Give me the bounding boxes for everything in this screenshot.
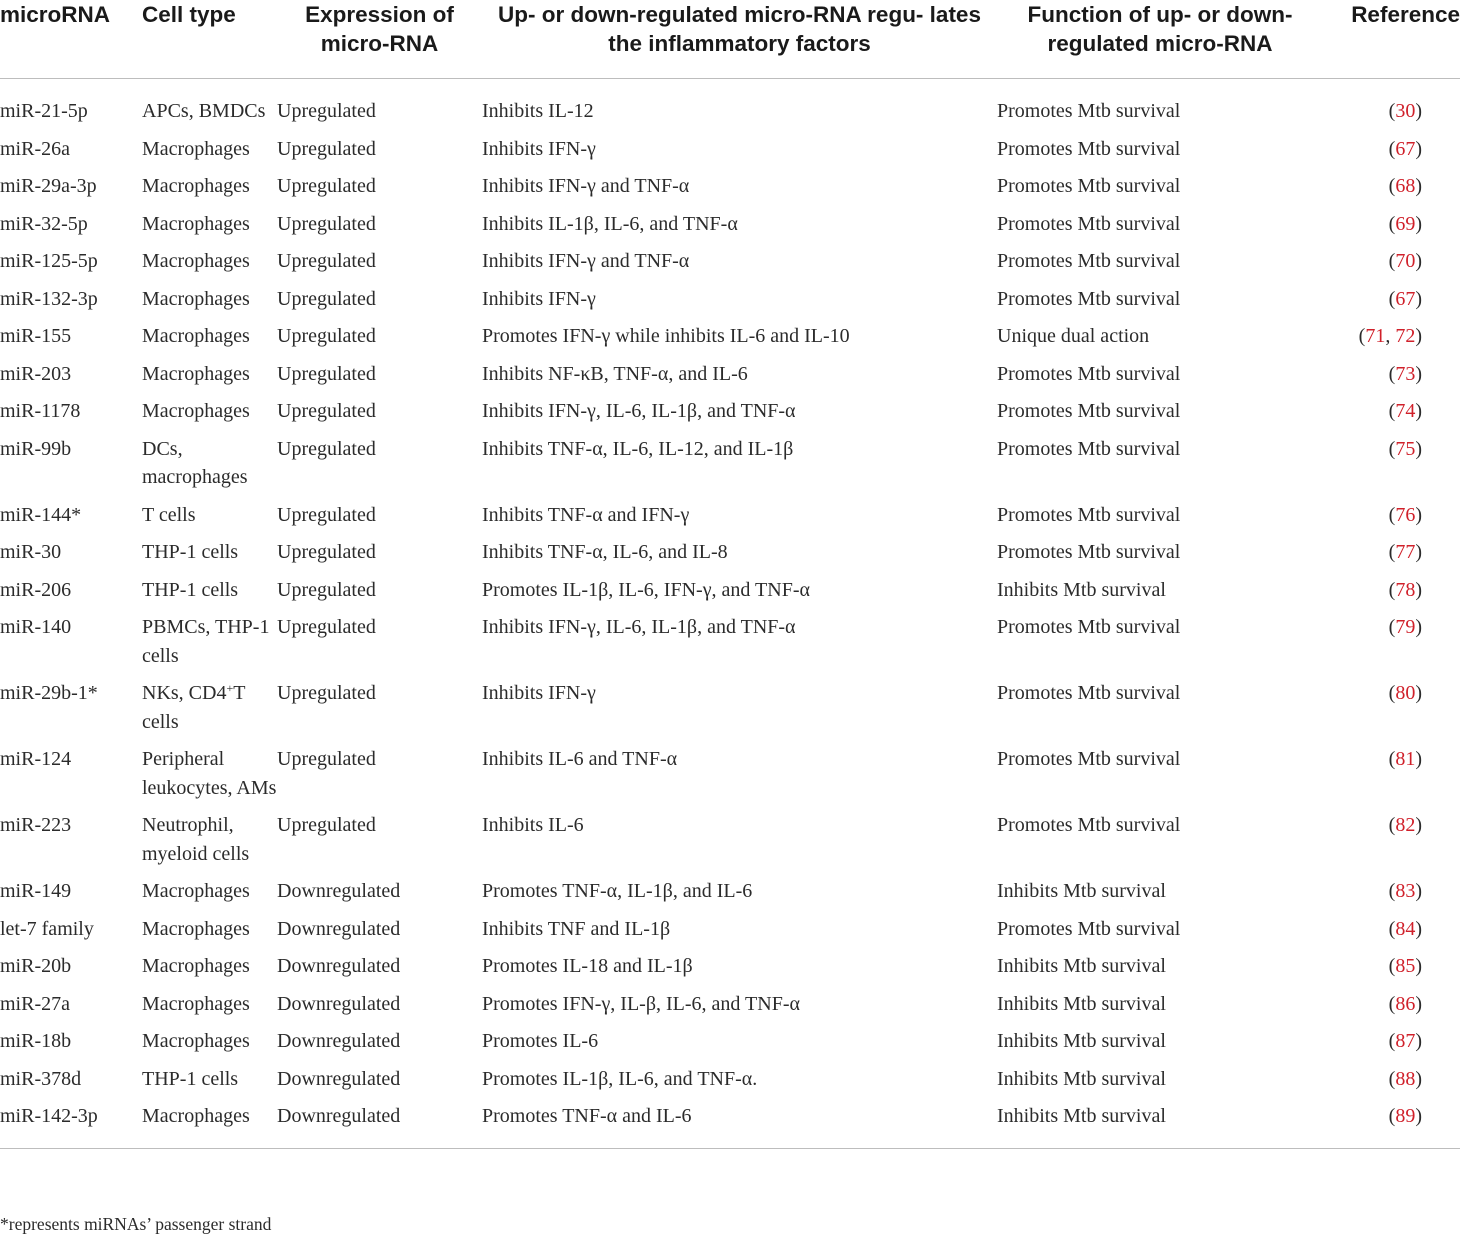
reference-open-paren: ( bbox=[1388, 503, 1396, 526]
reference-link[interactable]: 80 bbox=[1395, 682, 1416, 704]
cell-reference bbox=[1323, 576, 1460, 614]
cell-expression: Downregulated bbox=[277, 1030, 401, 1052]
cell-expression: Downregulated bbox=[277, 955, 401, 977]
table-row bbox=[0, 538, 1460, 576]
reference-link[interactable]: 67 bbox=[1395, 287, 1416, 310]
reference-link[interactable]: 69 bbox=[1395, 212, 1416, 235]
reference-link[interactable]: 87 bbox=[1395, 1030, 1416, 1052]
cell-expression: Upregulated bbox=[277, 400, 376, 422]
cell-cell-type: APCs, BMDCs bbox=[142, 100, 266, 122]
cell-expression: Upregulated bbox=[277, 578, 376, 601]
cell-microrna: miR-155 bbox=[0, 325, 72, 347]
reference-separator: , bbox=[1385, 325, 1396, 347]
table-row bbox=[0, 397, 1460, 435]
cell-regulation: Promotes IL-1β, IL-6, IFN-γ, and TNF-α bbox=[482, 578, 810, 601]
reference-link[interactable]: 81 bbox=[1395, 748, 1416, 770]
table-row bbox=[0, 679, 1460, 745]
reference-link[interactable]: 30 bbox=[1395, 100, 1416, 122]
reference-close-paren: ) bbox=[1415, 212, 1422, 235]
cell-reference bbox=[1323, 322, 1460, 360]
reference-open-paren: ( bbox=[1388, 212, 1396, 235]
header-row bbox=[0, 0, 1460, 79]
cell-microrna: miR-124 bbox=[0, 748, 72, 770]
cell-function: Promotes Mtb survival bbox=[997, 287, 1181, 310]
cell-reference bbox=[1323, 877, 1460, 915]
cell-function: Inhibits Mtb survival bbox=[997, 1067, 1166, 1090]
table-body bbox=[0, 79, 1460, 1149]
cell-regulation: Inhibits IFN-γ, IL-6, IL-1β, and TNF-α bbox=[482, 616, 796, 638]
reference-close-paren: ) bbox=[1415, 437, 1422, 460]
cell-reference bbox=[1323, 538, 1460, 576]
reference-link[interactable]: 74 bbox=[1395, 400, 1416, 422]
reference-link[interactable]: 76 bbox=[1395, 503, 1416, 526]
cell-microrna: miR-378d bbox=[0, 1067, 82, 1090]
cell-microrna: miR-27a bbox=[0, 992, 70, 1015]
reference-link[interactable]: 68 bbox=[1395, 175, 1416, 197]
table-row bbox=[0, 172, 1460, 210]
reference-open-paren: ( bbox=[1388, 287, 1396, 310]
cell-microrna: miR-29b-1* bbox=[0, 682, 98, 704]
cell-microrna: let-7 family bbox=[0, 917, 94, 940]
cell-cell-type: Macrophages bbox=[142, 287, 250, 310]
cell-cell-type: Macrophages bbox=[142, 1030, 250, 1052]
cell-regulation: Promotes TNF-α, IL-1β, and IL-6 bbox=[482, 880, 753, 902]
cell-reference bbox=[1323, 915, 1460, 953]
cell-cell-type: Macrophages bbox=[142, 955, 250, 977]
cell-expression: Downregulated bbox=[277, 1067, 401, 1090]
table-row bbox=[0, 877, 1460, 915]
cell-regulation: Inhibits IFN-γ and TNF-α bbox=[482, 250, 690, 272]
cell-cell-type: THP-1 cells bbox=[142, 578, 239, 601]
reference-open-paren: ( bbox=[1388, 578, 1396, 601]
cell-function: Promotes Mtb survival bbox=[997, 541, 1181, 563]
cell-microrna: miR-144* bbox=[0, 503, 82, 526]
cell-regulation: Inhibits TNF-α, IL-6, and IL-8 bbox=[482, 541, 728, 563]
header-expression: Expression of micro-RNA bbox=[277, 0, 482, 79]
reference-link[interactable]: 82 bbox=[1395, 814, 1416, 836]
reference-link[interactable]: 83 bbox=[1395, 880, 1416, 902]
cell-expression: Upregulated bbox=[277, 100, 376, 122]
cell-microrna: miR-20b bbox=[0, 955, 72, 977]
reference-close-paren: ) bbox=[1415, 1105, 1422, 1127]
cell-cell-type: Macrophages bbox=[142, 917, 250, 940]
cell-regulation: Promotes IL-1β, IL-6, and TNF-α. bbox=[482, 1067, 758, 1090]
table-footnote: *represents miRNAs’ passenger strand bbox=[0, 1214, 272, 1234]
reference-link[interactable]: 85 bbox=[1395, 955, 1416, 977]
cell-reference bbox=[1323, 679, 1460, 745]
cell-microrna: miR-21-5p bbox=[0, 100, 88, 122]
cell-cell-type: Macrophages bbox=[142, 325, 250, 347]
cell-regulation: Inhibits IFN-γ bbox=[482, 682, 596, 704]
table-row bbox=[0, 501, 1460, 539]
cell-reference bbox=[1323, 1102, 1460, 1148]
cell-regulation: Inhibits TNF and IL-1β bbox=[482, 917, 671, 940]
cell-cell-type: Macrophages bbox=[142, 880, 250, 902]
reference-close-paren: ) bbox=[1415, 814, 1422, 836]
header-regulation: Up- or down-regulated micro-RNA regu- lates the inflammatory factors bbox=[482, 0, 997, 79]
cell-reference bbox=[1323, 397, 1460, 435]
reference-open-paren: ( bbox=[1388, 100, 1396, 122]
reference-close-paren: ) bbox=[1415, 137, 1422, 160]
table-row bbox=[0, 811, 1460, 877]
cell-cell-type: Peripheral leukocytes, AMs bbox=[142, 748, 277, 799]
cell-microrna: miR-125-5p bbox=[0, 250, 98, 272]
cell-expression: Downregulated bbox=[277, 917, 401, 940]
cell-reference bbox=[1323, 501, 1460, 539]
cell-function: Promotes Mtb survival bbox=[997, 814, 1181, 836]
cell-reference bbox=[1323, 135, 1460, 173]
cell-microrna: miR-26a bbox=[0, 137, 70, 160]
reference-link[interactable]: 71 bbox=[1365, 325, 1386, 347]
table-row bbox=[0, 990, 1460, 1028]
cell-type-superscript: + bbox=[226, 681, 234, 695]
cell-cell-type bbox=[142, 679, 277, 745]
cell-reference bbox=[1323, 247, 1460, 285]
table-row bbox=[0, 435, 1460, 501]
reference-close-paren: ) bbox=[1415, 917, 1422, 940]
cell-reference bbox=[1323, 745, 1460, 811]
cell-regulation: Inhibits IFN-γ, IL-6, IL-1β, and TNF-α bbox=[482, 400, 796, 422]
table-row bbox=[0, 322, 1460, 360]
reference-close-paren: ) bbox=[1415, 1030, 1422, 1052]
cell-cell-type: Macrophages bbox=[142, 137, 250, 160]
cell-microrna: miR-203 bbox=[0, 362, 72, 385]
cell-cell-type: Macrophages bbox=[142, 992, 250, 1015]
reference-link[interactable]: 72 bbox=[1395, 325, 1416, 347]
cell-microrna: miR-206 bbox=[0, 578, 72, 601]
table-row bbox=[0, 1065, 1460, 1103]
cell-regulation: Promotes IFN-γ while inhibits IL-6 and IL-10 bbox=[482, 325, 850, 347]
cell-microrna: miR-30 bbox=[0, 541, 62, 563]
reference-link[interactable]: 67 bbox=[1395, 137, 1416, 160]
cell-regulation: Inhibits TNF-α and IFN-γ bbox=[482, 503, 690, 526]
reference-open-paren: ( bbox=[1388, 682, 1396, 704]
cell-reference bbox=[1323, 990, 1460, 1028]
cell-function: Inhibits Mtb survival bbox=[997, 880, 1166, 902]
reference-link[interactable]: 84 bbox=[1395, 917, 1416, 940]
cell-function: Inhibits Mtb survival bbox=[997, 1102, 1323, 1148]
cell-microrna: miR-149 bbox=[0, 880, 72, 902]
reference-open-paren: ( bbox=[1388, 955, 1396, 977]
cell-function: Promotes Mtb survival bbox=[997, 137, 1181, 160]
cell-reference bbox=[1323, 613, 1460, 679]
table-row bbox=[0, 952, 1460, 990]
header-function: Function of up- or down- regulated micro-RNA bbox=[997, 0, 1323, 79]
cell-microrna: miR-132-3p bbox=[0, 287, 98, 310]
cell-function: Promotes Mtb survival bbox=[997, 503, 1181, 526]
cell-reference bbox=[1323, 285, 1460, 323]
cell-cell-type: DCs, macrophages bbox=[142, 437, 248, 488]
reference-open-paren: ( bbox=[1388, 250, 1396, 272]
cell-function: Promotes Mtb survival bbox=[997, 682, 1181, 704]
cell-expression: Upregulated bbox=[277, 616, 376, 638]
cell-regulation: Promotes IFN-γ, IL-β, IL-6, and TNF-α bbox=[482, 992, 800, 1015]
cell-expression: Upregulated bbox=[277, 137, 376, 160]
cell-function: Promotes Mtb survival bbox=[997, 400, 1181, 422]
header-reference: Reference bbox=[1323, 0, 1460, 79]
reference-close-paren: ) bbox=[1415, 1067, 1422, 1090]
reference-close-paren: ) bbox=[1415, 748, 1422, 770]
reference-open-paren: ( bbox=[1388, 992, 1396, 1015]
cell-function: Promotes Mtb survival bbox=[997, 212, 1181, 235]
cell-expression: Upregulated bbox=[277, 175, 376, 197]
cell-regulation: Promotes TNF-α and IL-6 bbox=[482, 1102, 997, 1148]
reference-open-paren: ( bbox=[1388, 917, 1396, 940]
cell-expression: Upregulated bbox=[277, 212, 376, 235]
table-row bbox=[0, 360, 1460, 398]
cell-function: Promotes Mtb survival bbox=[997, 748, 1181, 770]
cell-microrna: miR-99b bbox=[0, 437, 72, 460]
reference-close-paren: ) bbox=[1415, 955, 1422, 977]
cell-function: Inhibits Mtb survival bbox=[997, 1030, 1166, 1052]
cell-cell-type: Macrophages bbox=[142, 1102, 277, 1148]
cell-function: Promotes Mtb survival bbox=[997, 250, 1181, 272]
cell-expression: Upregulated bbox=[277, 503, 376, 526]
reference-open-paren: ( bbox=[1388, 175, 1396, 197]
reference-close-paren: ) bbox=[1415, 100, 1422, 122]
cell-regulation: Inhibits IL-12 bbox=[482, 100, 594, 122]
reference-open-paren: ( bbox=[1388, 616, 1396, 638]
cell-expression: Upregulated bbox=[277, 250, 376, 272]
cell-cell-type: T cells bbox=[142, 503, 196, 526]
reference-link[interactable]: 73 bbox=[1395, 362, 1416, 385]
cell-reference bbox=[1323, 811, 1460, 877]
reference-link[interactable]: 77 bbox=[1395, 541, 1416, 563]
cell-reference bbox=[1323, 210, 1460, 248]
reference-open-paren: ( bbox=[1388, 362, 1396, 385]
table-row bbox=[0, 745, 1460, 811]
reference-close-paren: ) bbox=[1415, 616, 1422, 638]
cell-regulation: Inhibits NF-κB, TNF-α, and IL-6 bbox=[482, 362, 748, 385]
cell-type-tail: T cells bbox=[142, 682, 246, 733]
cell-reference bbox=[1323, 1027, 1460, 1065]
reference-close-paren: ) bbox=[1415, 992, 1422, 1015]
cell-function: Promotes Mtb survival bbox=[997, 616, 1181, 638]
reference-link[interactable]: 79 bbox=[1395, 616, 1416, 638]
cell-function: Promotes Mtb survival bbox=[997, 100, 1181, 122]
cell-expression: Upregulated bbox=[277, 437, 376, 460]
cell-cell-type: PBMCs, THP-1 cells bbox=[142, 616, 270, 667]
table-header bbox=[0, 0, 1460, 79]
reference-open-paren: ( bbox=[1358, 325, 1366, 347]
table-row bbox=[0, 285, 1460, 323]
table-row bbox=[0, 915, 1460, 953]
table-row bbox=[0, 1102, 1460, 1148]
cell-cell-type: Macrophages bbox=[142, 400, 250, 422]
cell-expression: Downregulated bbox=[277, 880, 401, 902]
reference-open-paren: ( bbox=[1388, 1105, 1396, 1127]
reference-close-paren: ) bbox=[1415, 880, 1422, 902]
cell-reference bbox=[1323, 172, 1460, 210]
reference-open-paren: ( bbox=[1388, 880, 1396, 902]
reference-close-paren: ) bbox=[1415, 325, 1422, 347]
reference-open-paren: ( bbox=[1388, 400, 1396, 422]
cell-cell-type: Macrophages bbox=[142, 175, 250, 197]
cell-expression: Upregulated bbox=[277, 287, 376, 310]
table-row bbox=[0, 210, 1460, 248]
reference-close-paren: ) bbox=[1415, 175, 1422, 197]
cell-regulation: Inhibits IL-1β, IL-6, and TNF-α bbox=[482, 212, 738, 235]
cell-function: Promotes Mtb survival bbox=[997, 917, 1181, 940]
cell-microrna: miR-18b bbox=[0, 1030, 72, 1052]
cell-regulation: Inhibits IL-6 bbox=[482, 814, 584, 836]
reference-link[interactable]: 75 bbox=[1395, 437, 1416, 460]
reference-close-paren: ) bbox=[1415, 400, 1422, 422]
cell-regulation: Inhibits TNF-α, IL-6, IL-12, and IL-1β bbox=[482, 437, 794, 460]
reference-link[interactable]: 70 bbox=[1395, 250, 1416, 272]
cell-expression: Upregulated bbox=[277, 814, 376, 836]
table-row bbox=[0, 135, 1460, 173]
cell-expression: Upregulated bbox=[277, 362, 376, 385]
cell-microrna: miR-32-5p bbox=[0, 212, 88, 235]
cell-regulation: Inhibits IL-6 and TNF-α bbox=[482, 748, 678, 770]
cell-regulation: Inhibits IFN-γ and TNF-α bbox=[482, 175, 690, 197]
reference-close-paren: ) bbox=[1415, 682, 1422, 704]
cell-regulation: Inhibits IFN-γ bbox=[482, 287, 596, 310]
reference-close-paren: ) bbox=[1415, 541, 1422, 563]
cell-reference bbox=[1323, 952, 1460, 990]
cell-cell-type: Neutrophil, myeloid cells bbox=[142, 814, 250, 865]
reference-link[interactable]: 78 bbox=[1395, 578, 1416, 601]
cell-microrna: miR-140 bbox=[0, 616, 72, 638]
cell-expression: Downregulated bbox=[277, 992, 401, 1015]
cell-microrna: miR-223 bbox=[0, 814, 72, 836]
reference-open-paren: ( bbox=[1388, 748, 1396, 770]
cell-microrna: miR-1178 bbox=[0, 400, 81, 422]
reference-open-paren: ( bbox=[1388, 437, 1396, 460]
header-cell-type: Cell type bbox=[142, 0, 277, 79]
cell-expression: Downregulated bbox=[277, 1102, 482, 1148]
reference-close-paren: ) bbox=[1415, 578, 1422, 601]
cell-function: Inhibits Mtb survival bbox=[997, 992, 1166, 1015]
cell-function: Inhibits Mtb survival bbox=[997, 578, 1166, 601]
cell-reference bbox=[1323, 1065, 1460, 1103]
reference-link[interactable]: 88 bbox=[1395, 1067, 1416, 1090]
reference-link[interactable]: 89 bbox=[1395, 1105, 1416, 1127]
cell-expression: Upregulated bbox=[277, 682, 376, 704]
cell-microrna: miR-29a-3p bbox=[0, 175, 97, 197]
cell-cell-type: Macrophages bbox=[142, 362, 250, 385]
reference-close-paren: ) bbox=[1415, 287, 1422, 310]
cell-cell-type: Macrophages bbox=[142, 250, 250, 272]
table-row bbox=[0, 613, 1460, 679]
header-microrna: microRNA bbox=[0, 0, 142, 79]
reference-open-paren: ( bbox=[1388, 1067, 1396, 1090]
cell-cell-type: THP-1 cells bbox=[142, 1067, 239, 1090]
cell-type-text: NKs, CD4 bbox=[142, 682, 227, 704]
cell-regulation: Promotes IL-6 bbox=[482, 1030, 599, 1052]
cell-function: Inhibits Mtb survival bbox=[997, 955, 1166, 977]
reference-open-paren: ( bbox=[1388, 137, 1396, 160]
cell-reference bbox=[1323, 360, 1460, 398]
cell-function: Promotes Mtb survival bbox=[997, 437, 1181, 460]
table-row bbox=[0, 247, 1460, 285]
reference-open-paren: ( bbox=[1388, 814, 1396, 836]
cell-cell-type: Macrophages bbox=[142, 212, 250, 235]
cell-cell-type: THP-1 cells bbox=[142, 541, 239, 563]
reference-close-paren: ) bbox=[1415, 362, 1422, 385]
table-row bbox=[0, 79, 1460, 135]
table-row bbox=[0, 1027, 1460, 1065]
cell-function: Promotes Mtb survival bbox=[997, 362, 1181, 385]
reference-open-paren: ( bbox=[1388, 1030, 1396, 1052]
cell-function: Unique dual action bbox=[997, 325, 1150, 347]
table-row bbox=[0, 576, 1460, 614]
cell-function: Promotes Mtb survival bbox=[997, 175, 1181, 197]
cell-reference bbox=[1323, 435, 1460, 501]
reference-link[interactable]: 86 bbox=[1395, 992, 1416, 1015]
cell-expression: Upregulated bbox=[277, 748, 376, 770]
cell-microrna: miR-142-3p bbox=[0, 1102, 142, 1148]
cell-regulation: Inhibits IFN-γ bbox=[482, 137, 596, 160]
cell-expression: Upregulated bbox=[277, 541, 376, 563]
cell-expression: Upregulated bbox=[277, 325, 376, 347]
cell-reference bbox=[1323, 79, 1460, 135]
reference-close-paren: ) bbox=[1415, 250, 1422, 272]
reference-close-paren: ) bbox=[1415, 503, 1422, 526]
cell-regulation: Promotes IL-18 and IL-1β bbox=[482, 955, 693, 977]
reference-open-paren: ( bbox=[1388, 541, 1396, 563]
